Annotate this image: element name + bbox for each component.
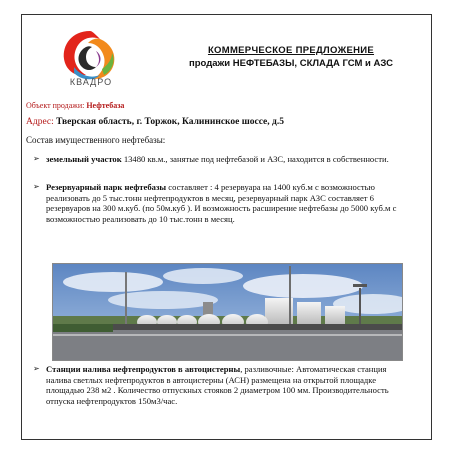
- bullet-arrow-icon: ➢: [33, 182, 40, 191]
- oil-depot-illustration: [53, 264, 402, 360]
- address-line: [26, 117, 284, 127]
- object-label: Объект продажи:: [26, 101, 85, 110]
- bullet-tank-farm: [33, 182, 411, 224]
- address-label: Адрес:: [26, 117, 54, 127]
- bullet-bold: Резервуарный парк нефтебазы: [46, 182, 167, 192]
- object-line: [26, 101, 124, 110]
- bullet-bold: Станции налива нефтепродуктов в автоцистерны: [46, 364, 241, 374]
- logo-text: КВАДРО: [69, 77, 113, 87]
- bullet-text: составляет : 4 резервуара на 1400 куб.м с возможностью реализовать до 5 тыс.тонн нефтепродуктов в месяц, резервуарный парк АЗС составляет 6 резервуаров на 300 м.куб. (по 50м.куб ). И возможность расширение нефтебазы до 5000 куб.м с возможностью реализовать до 10 тыс.тонн в месяц.: [46, 182, 397, 224]
- bullet-loading-stations: [33, 364, 411, 406]
- bullet-text: 13480 кв.м., занятые под нефтебазой и АЗС, находится в собственности.: [121, 154, 389, 164]
- bullet-text: , разливочные: Автоматическая станция налива светлых нефтепродуктов в автоцистерны (АСН) размещена на открытой площадке площадью 238 м2 . Количество отпускных стояков 2 диаметром 100 мм. Производительность отпуска нефтепродуктов 150м3/час.: [46, 364, 389, 406]
- bullet-arrow-icon: ➢: [33, 154, 40, 163]
- section-title: Состав имущественного нефтебазы:: [26, 135, 166, 145]
- address-value: Тверская область, г. Торжок, Калининское шоссе, д.5: [56, 117, 284, 127]
- bullet-arrow-icon: ➢: [33, 364, 40, 373]
- title-line-2: продажи НЕФТЕБАЗЫ, СКЛАДА ГСМ и АЗС: [189, 58, 393, 69]
- title-line-1: КОММЕРЧЕСКОЕ ПРЕДЛОЖЕНИЕ: [207, 45, 375, 56]
- document-title: [160, 44, 422, 70]
- bullet-bold: земельный участок: [46, 154, 122, 164]
- oil-depot-photo: [52, 263, 403, 361]
- bullet-land-plot: [33, 154, 411, 165]
- object-value: Нефтебаза: [86, 101, 125, 110]
